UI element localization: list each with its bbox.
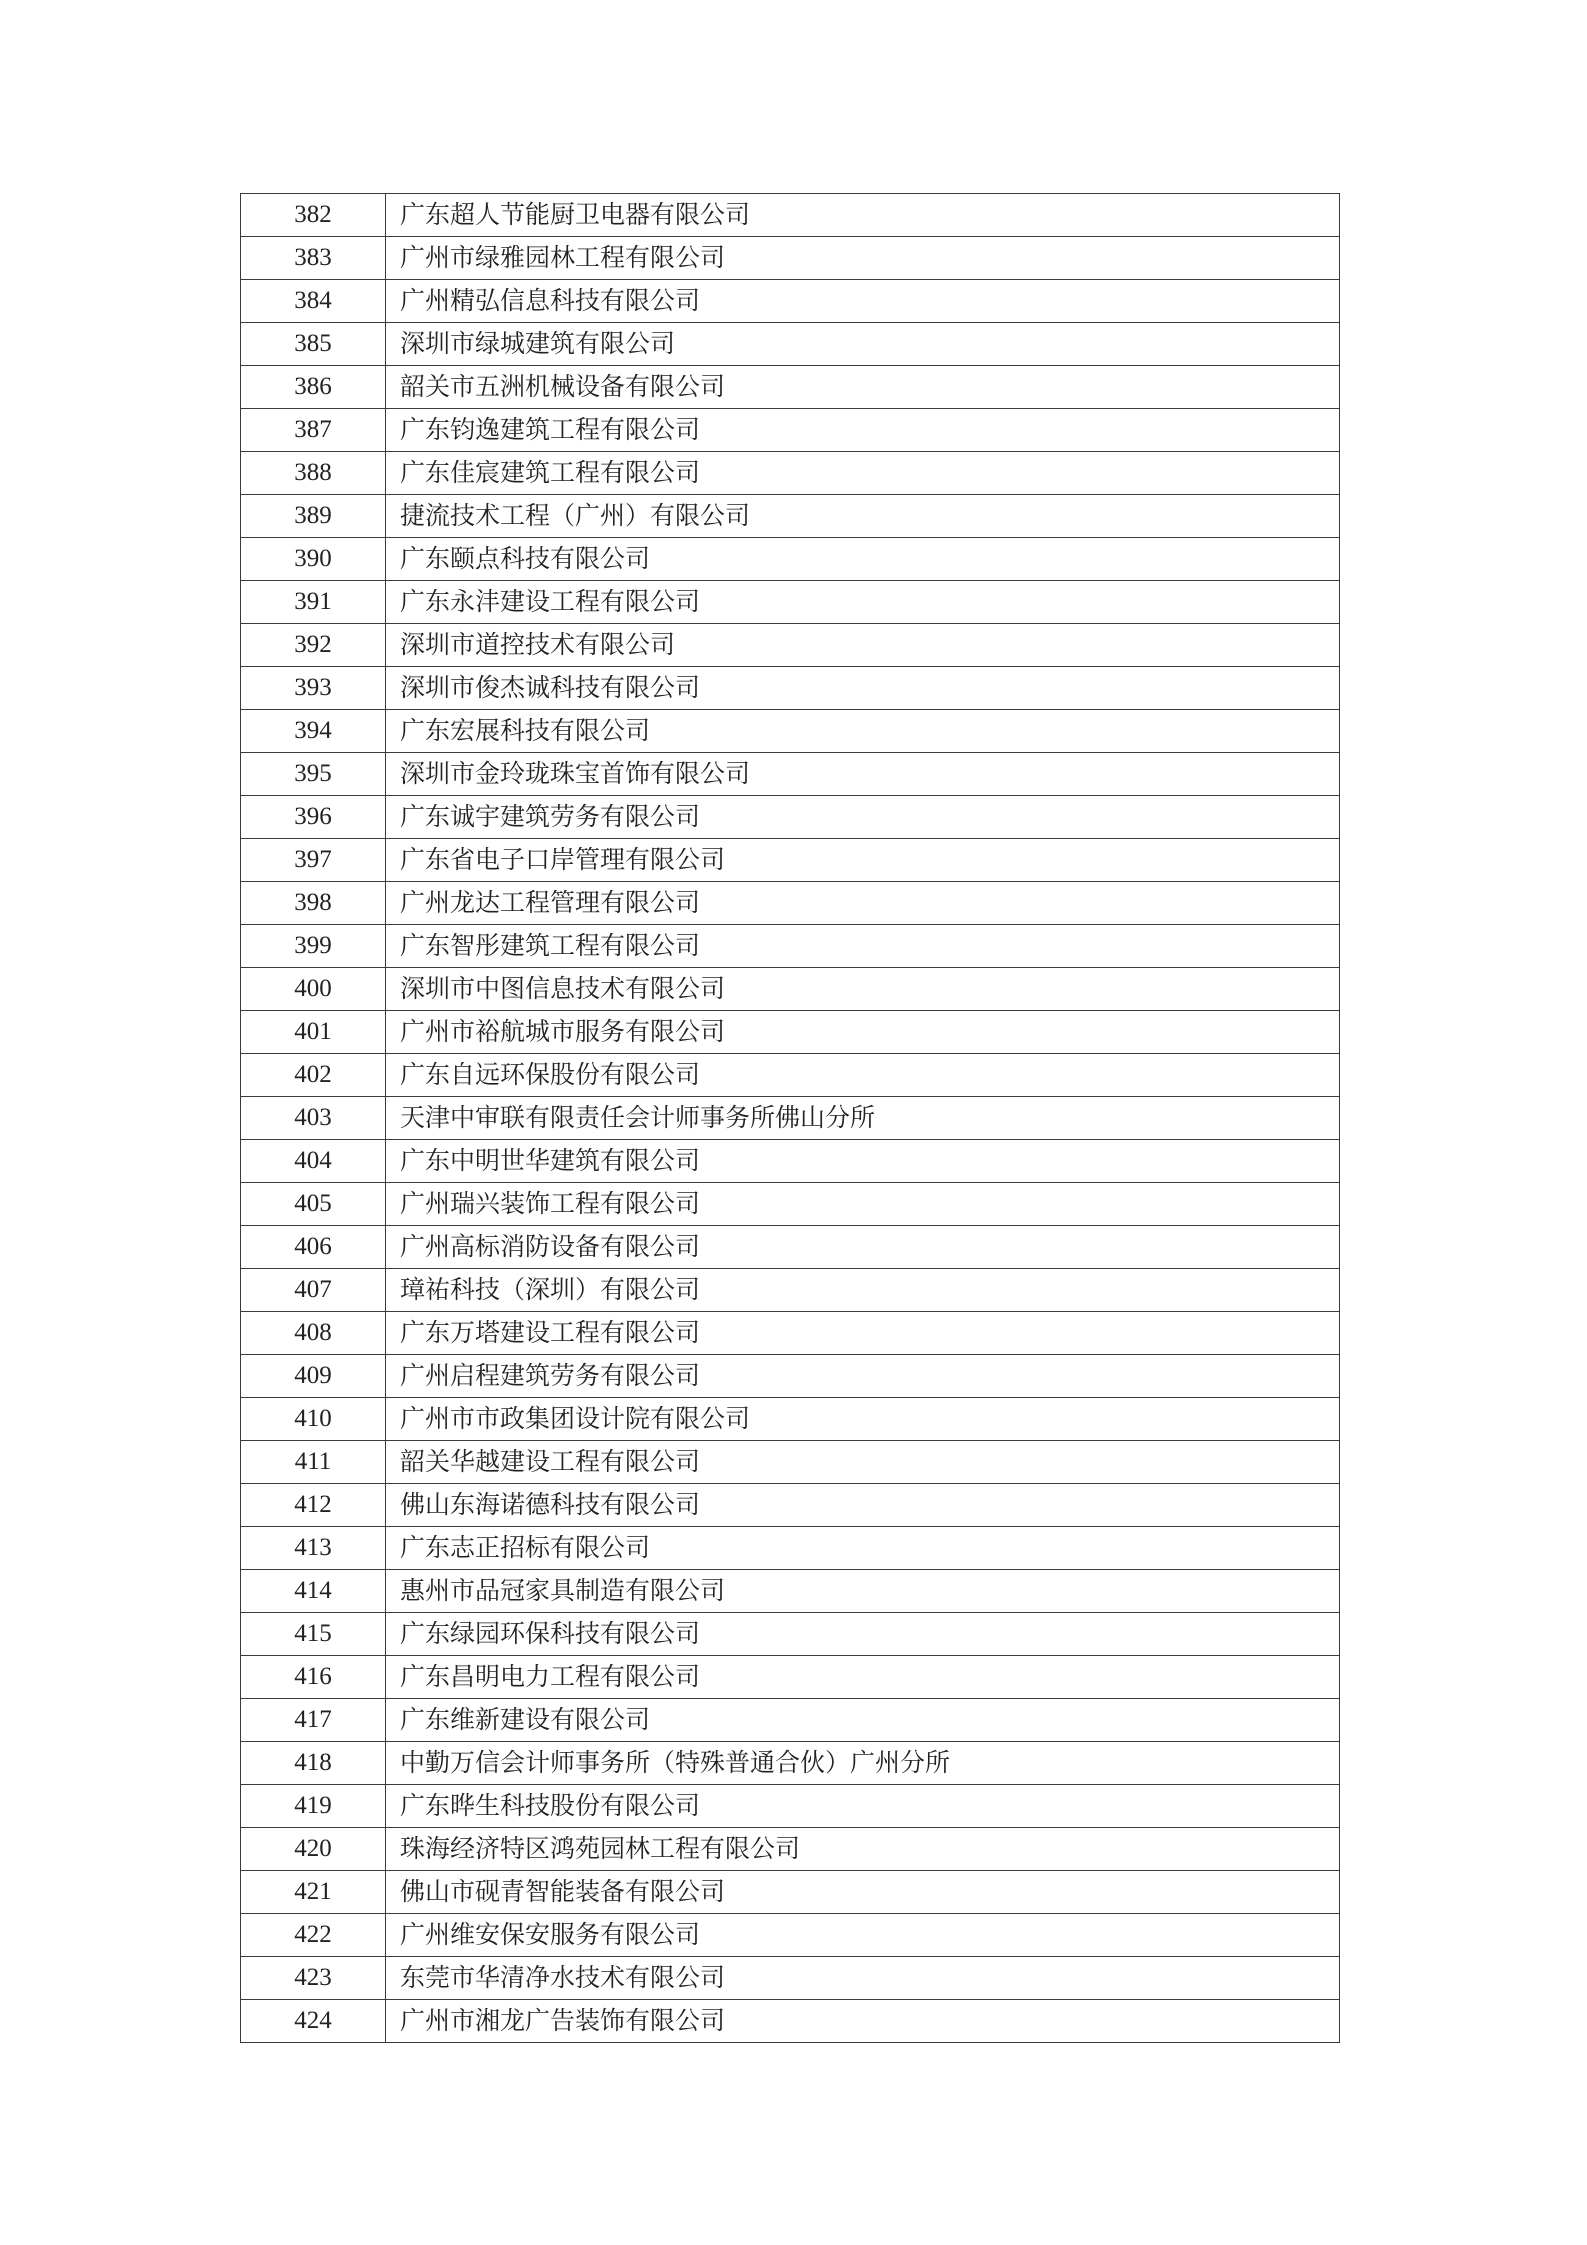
table-row xyxy=(241,753,1340,796)
row-number-cell: 401 xyxy=(241,1011,386,1054)
table-row xyxy=(241,1484,1340,1527)
row-number-cell: 389 xyxy=(241,495,386,538)
table-row xyxy=(241,323,1340,366)
table-row xyxy=(241,237,1340,280)
company-name-cell: 广东省电子口岸管理有限公司 xyxy=(386,839,1340,882)
table-row xyxy=(241,968,1340,1011)
table-row xyxy=(241,1226,1340,1269)
table-row xyxy=(241,1140,1340,1183)
row-number-cell: 411 xyxy=(241,1441,386,1484)
company-name-cell: 深圳市俊杰诚科技有限公司 xyxy=(386,667,1340,710)
table-row xyxy=(241,538,1340,581)
row-number-cell: 392 xyxy=(241,624,386,667)
company-name-cell: 深圳市绿城建筑有限公司 xyxy=(386,323,1340,366)
table-row xyxy=(241,1312,1340,1355)
company-list-table xyxy=(240,193,1340,2043)
table-row xyxy=(241,280,1340,323)
table-row xyxy=(241,1097,1340,1140)
table-row xyxy=(241,624,1340,667)
company-name-cell: 广州市裕航城市服务有限公司 xyxy=(386,1011,1340,1054)
company-name-cell: 广东维新建设有限公司 xyxy=(386,1699,1340,1742)
row-number-cell: 388 xyxy=(241,452,386,495)
company-name-cell: 广州市绿雅园林工程有限公司 xyxy=(386,237,1340,280)
table-row xyxy=(241,1054,1340,1097)
row-number-cell: 393 xyxy=(241,667,386,710)
row-number-cell: 423 xyxy=(241,1957,386,2000)
table-row xyxy=(241,1957,1340,2000)
company-name-cell: 韶关华越建设工程有限公司 xyxy=(386,1441,1340,1484)
company-name-cell: 广东绿园环保科技有限公司 xyxy=(386,1613,1340,1656)
company-name-cell: 广州启程建筑劳务有限公司 xyxy=(386,1355,1340,1398)
row-number-cell: 395 xyxy=(241,753,386,796)
table-row xyxy=(241,1871,1340,1914)
company-name-cell: 广东宏展科技有限公司 xyxy=(386,710,1340,753)
company-name-cell: 广东钧逸建筑工程有限公司 xyxy=(386,409,1340,452)
company-name-cell: 广东晔生科技股份有限公司 xyxy=(386,1785,1340,1828)
company-name-cell: 广东志正招标有限公司 xyxy=(386,1527,1340,1570)
table-row xyxy=(241,452,1340,495)
company-name-cell: 深圳市道控技术有限公司 xyxy=(386,624,1340,667)
row-number-cell: 404 xyxy=(241,1140,386,1183)
table-row xyxy=(241,839,1340,882)
company-name-cell: 广州精弘信息科技有限公司 xyxy=(386,280,1340,323)
table-row xyxy=(241,1656,1340,1699)
row-number-cell: 417 xyxy=(241,1699,386,1742)
company-name-cell: 天津中审联有限责任会计师事务所佛山分所 xyxy=(386,1097,1340,1140)
row-number-cell: 418 xyxy=(241,1742,386,1785)
row-number-cell: 412 xyxy=(241,1484,386,1527)
company-name-cell: 广东万塔建设工程有限公司 xyxy=(386,1312,1340,1355)
row-number-cell: 396 xyxy=(241,796,386,839)
row-number-cell: 383 xyxy=(241,237,386,280)
company-name-cell: 广东中明世华建筑有限公司 xyxy=(386,1140,1340,1183)
company-name-cell: 佛山市砚青智能装备有限公司 xyxy=(386,1871,1340,1914)
row-number-cell: 414 xyxy=(241,1570,386,1613)
table-row xyxy=(241,581,1340,624)
table-row xyxy=(241,710,1340,753)
row-number-cell: 382 xyxy=(241,194,386,237)
row-number-cell: 424 xyxy=(241,2000,386,2043)
company-name-cell: 广州市市政集团设计院有限公司 xyxy=(386,1398,1340,1441)
company-name-cell: 璋祐科技（深圳）有限公司 xyxy=(386,1269,1340,1312)
company-name-cell: 中勤万信会计师事务所（特殊普通合伙）广州分所 xyxy=(386,1742,1340,1785)
company-name-cell: 韶关市五洲机械设备有限公司 xyxy=(386,366,1340,409)
row-number-cell: 410 xyxy=(241,1398,386,1441)
company-name-cell: 广州市湘龙广告装饰有限公司 xyxy=(386,2000,1340,2043)
table-row xyxy=(241,366,1340,409)
table-row xyxy=(241,1914,1340,1957)
company-name-cell: 捷流技术工程（广州）有限公司 xyxy=(386,495,1340,538)
table-row xyxy=(241,495,1340,538)
row-number-cell: 420 xyxy=(241,1828,386,1871)
company-name-cell: 广州瑞兴装饰工程有限公司 xyxy=(386,1183,1340,1226)
row-number-cell: 409 xyxy=(241,1355,386,1398)
table-row xyxy=(241,409,1340,452)
company-name-cell: 深圳市金玲珑珠宝首饰有限公司 xyxy=(386,753,1340,796)
company-name-cell: 广东智彤建筑工程有限公司 xyxy=(386,925,1340,968)
table-row xyxy=(241,925,1340,968)
row-number-cell: 386 xyxy=(241,366,386,409)
company-name-cell: 广东自远环保股份有限公司 xyxy=(386,1054,1340,1097)
company-name-cell: 佛山东海诺德科技有限公司 xyxy=(386,1484,1340,1527)
row-number-cell: 399 xyxy=(241,925,386,968)
row-number-cell: 387 xyxy=(241,409,386,452)
table-row xyxy=(241,1355,1340,1398)
row-number-cell: 391 xyxy=(241,581,386,624)
company-name-cell: 广东佳宸建筑工程有限公司 xyxy=(386,452,1340,495)
row-number-cell: 407 xyxy=(241,1269,386,1312)
row-number-cell: 419 xyxy=(241,1785,386,1828)
row-number-cell: 403 xyxy=(241,1097,386,1140)
row-number-cell: 390 xyxy=(241,538,386,581)
company-name-cell: 广东超人节能厨卫电器有限公司 xyxy=(386,194,1340,237)
table-row xyxy=(241,1398,1340,1441)
company-list-body xyxy=(241,194,1340,2043)
row-number-cell: 405 xyxy=(241,1183,386,1226)
company-name-cell: 惠州市品冠家具制造有限公司 xyxy=(386,1570,1340,1613)
table-row xyxy=(241,1613,1340,1656)
row-number-cell: 397 xyxy=(241,839,386,882)
company-name-cell: 广东颐点科技有限公司 xyxy=(386,538,1340,581)
company-name-cell: 广州高标消防设备有限公司 xyxy=(386,1226,1340,1269)
table-row xyxy=(241,1441,1340,1484)
row-number-cell: 413 xyxy=(241,1527,386,1570)
table-row xyxy=(241,1742,1340,1785)
row-number-cell: 416 xyxy=(241,1656,386,1699)
table-row xyxy=(241,1269,1340,1312)
row-number-cell: 408 xyxy=(241,1312,386,1355)
company-name-cell: 广东昌明电力工程有限公司 xyxy=(386,1656,1340,1699)
table-row xyxy=(241,1183,1340,1226)
table-row xyxy=(241,882,1340,925)
row-number-cell: 422 xyxy=(241,1914,386,1957)
row-number-cell: 398 xyxy=(241,882,386,925)
company-name-cell: 广东永沣建设工程有限公司 xyxy=(386,581,1340,624)
table-row xyxy=(241,1570,1340,1613)
company-name-cell: 广州龙达工程管理有限公司 xyxy=(386,882,1340,925)
table-row xyxy=(241,1011,1340,1054)
table-row xyxy=(241,2000,1340,2043)
row-number-cell: 384 xyxy=(241,280,386,323)
table-row xyxy=(241,1699,1340,1742)
table-row xyxy=(241,1527,1340,1570)
row-number-cell: 400 xyxy=(241,968,386,1011)
company-name-cell: 东莞市华清净水技术有限公司 xyxy=(386,1957,1340,2000)
table-row xyxy=(241,1828,1340,1871)
row-number-cell: 421 xyxy=(241,1871,386,1914)
table-row xyxy=(241,796,1340,839)
row-number-cell: 385 xyxy=(241,323,386,366)
row-number-cell: 415 xyxy=(241,1613,386,1656)
table-row xyxy=(241,1785,1340,1828)
company-name-cell: 广东诚宇建筑劳务有限公司 xyxy=(386,796,1340,839)
table-row xyxy=(241,667,1340,710)
row-number-cell: 402 xyxy=(241,1054,386,1097)
company-name-cell: 珠海经济特区鸿苑园林工程有限公司 xyxy=(386,1828,1340,1871)
row-number-cell: 406 xyxy=(241,1226,386,1269)
row-number-cell: 394 xyxy=(241,710,386,753)
table-row xyxy=(241,194,1340,237)
company-name-cell: 广州维安保安服务有限公司 xyxy=(386,1914,1340,1957)
company-name-cell: 深圳市中图信息技术有限公司 xyxy=(386,968,1340,1011)
